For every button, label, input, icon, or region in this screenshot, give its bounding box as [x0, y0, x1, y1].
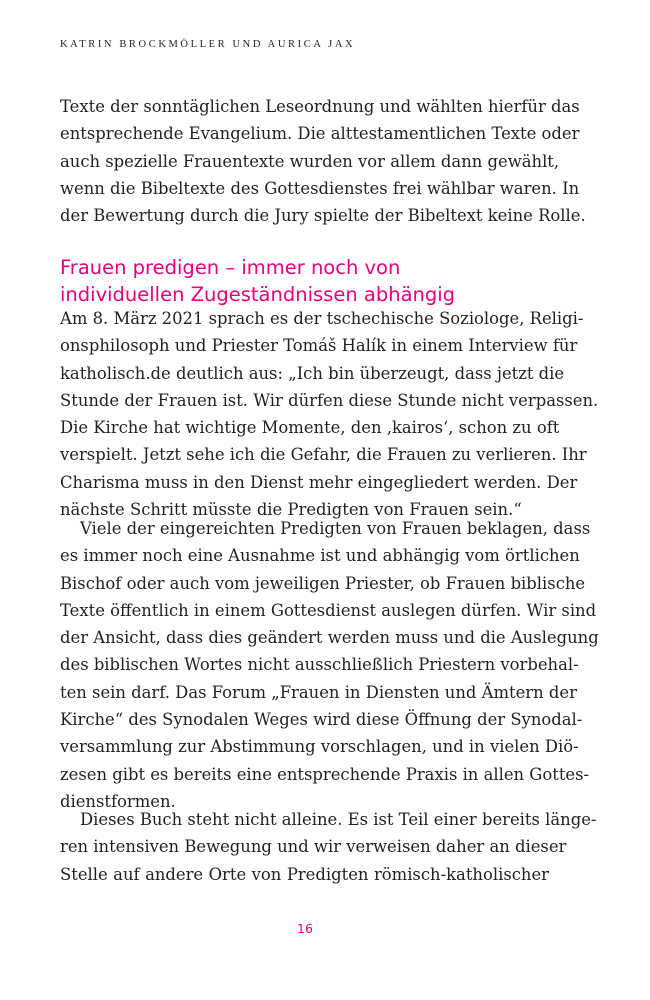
- text-line: ten sein darf. Das Forum „Frauen in Diensten und Ämtern der: [60, 682, 577, 702]
- text-line: verspielt. Jetzt sehe ich die Gefahr, die Frauen zu verlieren. Ihr: [60, 445, 587, 465]
- page-number-label: 16: [297, 921, 313, 936]
- paragraph-quote: [60, 305, 599, 523]
- paragraph-many: [60, 515, 599, 815]
- text-line: onsphilosoph und Priester Tomáš Halík in einem Interview für: [60, 336, 578, 356]
- paragraph-intro: [60, 93, 586, 229]
- text-line: des biblischen Wortes nicht ausschließlich Priestern vorbehal-: [60, 655, 579, 675]
- text-line: zesen gibt es bereits eine entsprechende Praxis in allen Gottes-: [60, 764, 590, 784]
- text-line: Texte der sonntäglichen Leseordnung und wählten hierfür das: [60, 97, 580, 116]
- text-line: Am 8. März 2021 sprach es der tschechische Soziologe, Religi-: [60, 309, 584, 328]
- text-line: Stelle auf andere Orte von Predigten römisch-katholischer: [60, 864, 549, 884]
- text-line: entsprechende Evangelium. Die alttestamentlichen Texte oder: [60, 124, 580, 144]
- text-line: nächste Schritt müsste die Predigten von Frauen sein.“: [60, 500, 522, 520]
- text-line: Kirche“ des Synodalen Weges wird diese Öffnung der Synodal-: [60, 710, 583, 730]
- text-line: Viele der eingereichten Predigten von Frauen beklagen, dass: [80, 519, 591, 538]
- text-line: der Ansicht, dass dies geändert werden muss und die Auslegung: [60, 628, 599, 648]
- text-line: es immer noch eine Ausnahme ist und abhängig vom örtlichen: [60, 546, 580, 566]
- running-header: KATRIN BROCKMÖLLER UND AURICA JAX: [60, 39, 356, 50]
- text-line: Charisma muss in den Dienst mehr eingegliedert werden. Der: [60, 472, 578, 492]
- text-line: Stunde der Frauen ist. Wir dürfen diese Stunde nicht verpassen.: [60, 390, 599, 410]
- section-heading: [60, 254, 560, 308]
- text-line: Dieses Buch steht nicht alleine. Es ist Teil einer bereits länge-: [80, 810, 597, 829]
- text-line: ren intensiven Bewegung und wir verweisen daher an dieser: [60, 837, 567, 857]
- text-line: Bischof oder auch vom jeweiligen Priester, ob Frauen biblische: [60, 573, 586, 593]
- heading-line: Frauen predigen – immer noch von: [60, 256, 401, 279]
- text-line: katholisch.de deutlich aus: „Ich bin überzeugt, dass jetzt die: [60, 363, 565, 383]
- heading-line: individuellen Zugeständnissen abhängig: [60, 283, 456, 306]
- page-number: [0, 921, 610, 936]
- text-line: wenn die Bibeltexte des Gottesdienstes frei wählbar waren. In: [60, 178, 580, 198]
- text-line: versammlung zur Abstimmung vorschlagen, und in vielen Diö-: [60, 737, 579, 757]
- text-line: Texte öffentlich in einem Gottesdienst auslegen dürfen. Wir sind: [60, 600, 597, 620]
- text-line: auch spezielle Frauentexte wurden vor allem dann gewählt,: [60, 151, 560, 171]
- text-line: Die Kirche hat wichtige Momente, den ‚kairos‘, schon zu oft: [60, 418, 560, 438]
- text-line: dienstformen.: [60, 791, 176, 811]
- text-line: der Bewertung durch die Jury spielte der Bibeltext keine Rolle.: [60, 206, 586, 226]
- paragraph-book: [60, 806, 597, 888]
